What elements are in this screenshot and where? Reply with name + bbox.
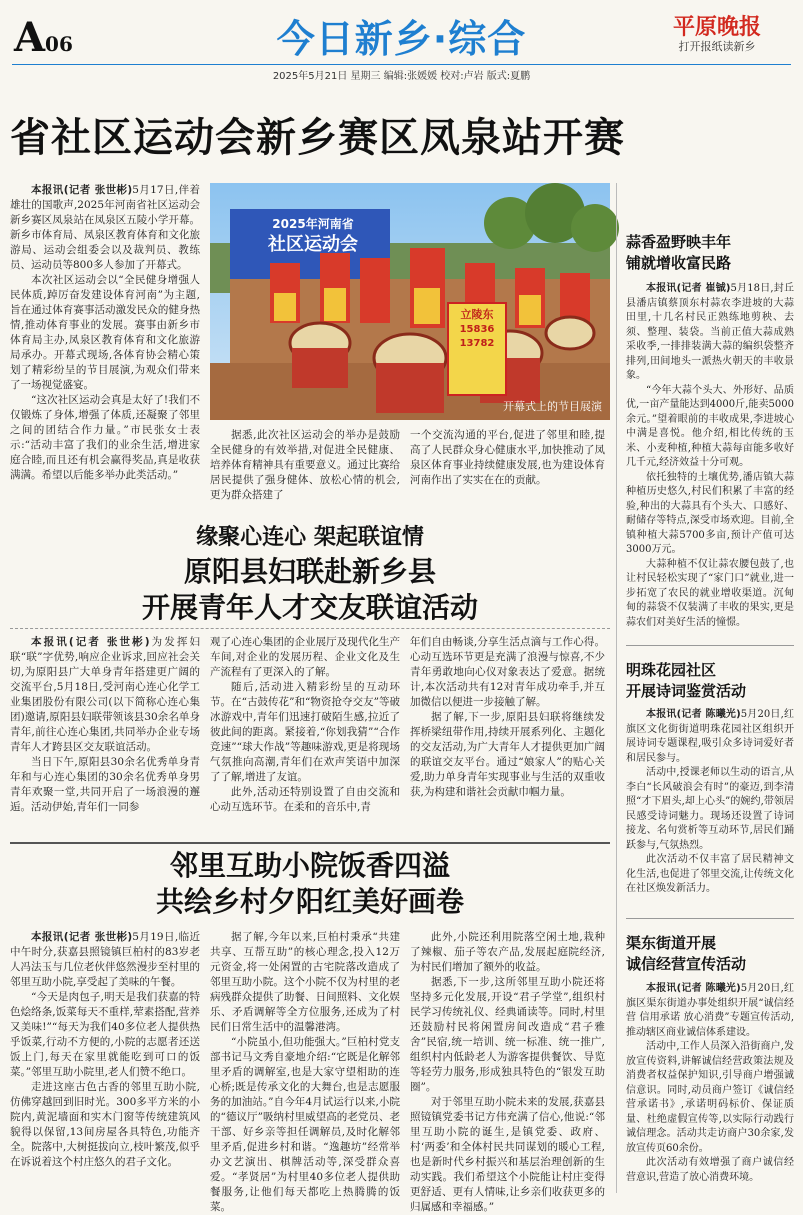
side3-title: 诚信经营宣传活动 [626,955,747,973]
story1-col1 [10,183,200,503]
story3-para: 据悉,下一步,这所邻里互助小院还将坚持多元化发展,开设“君子学堂”,组织村民学习传统礼仪、经典诵读等。同时,村里还鼓励村民将闲置房间改造成“君子雅舍”民宿,统一培训、统一标准、统一推广,组织村内低龄老人为游客提供餐饮、导览等轻劳力服务,形成独具特色的“银发互助圈”。 [410,976,605,1093]
side1-para: 5月18日,封丘县潘店镇蔡顶东村蒜农李进坡的大蒜田里,十几名村民正熟练地剪秧、去须、整理、装袋。当前正值大蒜成熟采收季,一排排装满大蒜的编织袋整齐排列,田间地头一派热火朝天的丰收景象。 [626,283,795,381]
story1-para: 一个交流沟通的平台,促进了邻里和睦,提高了人民群众身心健康水平,加快推动了凤泉区体育事业持续健康发展,也为建设体育河南作出了实实在在的贡献。 [410,429,605,486]
story3-col2 [210,930,400,1213]
side1-para: 大蒜种植不仅让蒜农腰包鼓了,也让村民轻松实现了“家门口”就业,进一步拓宽了农民的就业增收渠道。沉甸甸的蒜袋不仅装满了丰收的果实,更是蒜农们对美好生活的憧憬。 [626,558,794,628]
story3-para: 走进这座古色古香的邻里互助小院,仿佛穿越回到旧时光。300多平方米的小院内,黄泥墙面和实木门窗等传统建筑风貌得以保留,13间房屋各具特色,功能齐全。院落中,大树挺拔向立,枝叶繁茂,似乎在诉说着这个村庄悠久的君子文化。 [10,1081,200,1168]
side3-para: 5月20日,红旗区渠东街道办事处组织开展“诚信经营 信用承诺 放心消费”专题宣传活动,推动辖区商业诚信体系建设。 [626,983,795,1038]
story3-headline: 邻里互助小院饭香四溢 [169,849,450,882]
story2-byline: 本报讯(记者 张世彬) [31,636,150,648]
side1-para: “今年大蒜个头大、外形好、品质优,一亩产量能达到4000斤,能卖5000余元。”望着眼前的丰收成果,李进坡心中满是喜悦。他介绍,相比传统的玉米、小麦种植,种植大蒜每亩能多收好几千元,经济效益十分可观。 [626,384,794,468]
story3-para: 据了解,今年以来,巨柏村秉承“共建共享、互帮互助”的核心理念,投入12万元资金,将一处闲置的古宅院落改造成了邻里互助小院。这个小院不仅为村里的老病残群众提供了助餐、日间照料、文化娱乐、矛盾调解等全方位服务,还成为了村民们日常生活中的温馨港湾。 [210,931,400,1033]
side3-para: 此次活动有效增强了商户诚信经营意识,营造了放心消费环境。 [626,1157,794,1183]
main-headline: 省社区运动会新乡赛区凤泉站开赛 [10,115,625,161]
side1-headline [626,232,794,274]
photo-caption: 开幕式上的节目展演 [503,400,602,413]
story2-headline: 原阳县妇联赴新乡县 [183,555,436,588]
story2-para: 年们自由畅谈,分享生活点滴与工作心得。心动互选环节更是充满了浪漫与惊喜,不少青年勇敢地向心仪对象表达了爱意。据统计,本次活动共有12对青年成功牵手,并互加微信以便进一步接触了解。 [410,636,605,708]
banner-line: 社区运动会 [268,234,358,255]
side3-byline: 本报讯(记者 陈曦光) [646,983,741,994]
side2-title: 明珠花园社区 [626,661,717,679]
story1-para: 据悉,此次社区运动会的举办是鼓励全民健身的有效举措,对促进全民健康、培养体育精神具有重要意义。通过比赛给居民提供了强身健体、放松心情的机会,更为群众搭建了 [210,429,400,501]
side2-title: 开展诗词鉴赏活动 [626,682,747,700]
story3-headline: 共绘乡村夕阳红美好画卷 [155,885,464,918]
side2-headline [626,660,794,702]
story2-col2 [210,635,400,835]
story1-col3 [410,428,605,518]
story3-col3 [410,930,605,1213]
side2-para: 此次活动不仅丰富了居民精神文化生活,也促进了邻里交流,让传统文化在社区焕发新活力。 [626,854,794,894]
side2-byline: 本报讯(记者 陈曦光) [646,709,741,720]
side2-para: 5月20日,红旗区文化街街道明珠花园社区组织开展诗词专题课程,吸引众多诗词爱好者和居民参与。 [626,709,795,764]
story2-para: 此外,活动还特别设置了自由交流和心动互选环节。在柔和的音乐中,青 [210,786,400,813]
dateline: 2025年5月21日 星期三 编辑:张媛媛 校对:卢岩 版式:夏鹏 [272,71,531,82]
story2-para: 随后,活动进入精彩纷呈的互动环节。在“古鼓传花”和“物资抢夺交友”等破冰游戏中,青年们迅速打破陌生感,拉近了彼此间的距离。紧接着,“你划我猜”“合作竞速”“球大作战”等趣味游戏,更是将现场气氛推向高潮,青年们在欢声笑语中加深了了解,增进了友谊。 [210,681,400,783]
story3-para: “小院虽小,但功能强大。”巨柏村党支部书记马文秀自豪地介绍:“它既是化解邻里矛盾的调解室,也是大家守望相助的连心桥;既是传承文化的大舞台,也是志愿服务的加油站。”自今年4月试运行以来,小院的“德议厅”吸纳村里威望高的老党员、老干部、好乡亲等担任调解员,及时化解邻里矛盾,促进乡村和谐。“逸趣坊”经常举办文艺演出、棋牌活动等,深受群众喜爱。“孝贤居”为村里40多位老人提供助餐服务,让他们每天都吃上热腾腾的饭菜。 [210,1036,400,1213]
header-rule [12,64,791,65]
story1-byline: 本报讯(记者 张世彬) [31,184,133,196]
brand-name: 平原晚报 [672,14,761,40]
story3-rule [10,842,610,844]
story1-para: 5月17日,伴着雄壮的国歌声,2025年河南省社区运动会新乡赛区凤泉站在凤泉区五陵小学开幕。新乡市体育局、凤泉区教育体育和文化旅游局、运动会组委会以及裁判员、教练员、运动员等800多人参加了开幕式。 [10,184,200,271]
side3-para: 活动中,工作人员深入沿街商户,发放宣传资料,讲解诚信经营政策法规及消费者权益保护知识,引导商户增强诚信意识。同时,动员商户签订《诚信经营承诺书》,承诺明码标价、保证质量、杜绝虚假宣传等,以实际行动践行诚信理念。活动共走访商户30余家,发放宣传页60余份。 [626,1041,794,1154]
side-rule [626,918,794,919]
story2-col1 [10,635,200,835]
story2-rule [10,628,610,629]
story2-para: 为发挥妇联“联”字优势,响应企业诉求,回应社会关切,为原阳县广大单身青年搭建更广阔的交流平台,5月18日,受河南心连心化学工业集团股份有限公司(以下简称心连心集团)邀请,原阳县妇联带领该县30余名单身青年,前往心连心集团,共同举办企业专场青年人才跨县区交友联谊活动。 [10,636,200,753]
page-digits: 06 [45,32,73,56]
drum-sign-line: 13782 [459,338,495,349]
brand-logo [642,14,792,54]
story2-para: 据了解,下一步,原阳县妇联将继续发挥桥梁纽带作用,持续开展系列化、主题化的交友活动,为广大青年人才提供更加广阔的联谊交友平台。通过“娘家人”的贴心关爱,助力单身青年实现事业与生活的双重收获,为构建和谐社会贡献巾帼力量。 [410,711,605,798]
story3-para: “今天是肉包子,明天是我们获嘉的特色烩络条,饭菜每天不重样,荤素搭配,营养又美味!”“每天为我们40多位老人提供热乎饭菜,行动不方便的,小院的志愿者还送饭上门,每天在家里就能吃到可口的饭菜。”邻里互助小院里,老人们赞不绝口。 [10,991,200,1078]
story1-col2 [210,428,400,518]
story2-headline: 开展青年人才交友联谊活动 [141,591,478,624]
side3-headline [626,933,794,975]
drum-sign-line: 15836 [459,324,495,335]
side1-byline: 本报讯(记者 崔铖) [646,283,731,294]
story3-para: 5月19日,临近中午时分,获嘉县照镜镇巨柏村的83岁老人冯法玉与几位老伙伴悠然漫步至村里的邻里互助小院,享受起了美味的午餐。 [10,931,200,988]
side1-body [626,282,795,628]
drum-sign-line: 立陵东 [460,308,494,321]
story3-byline: 本报讯(记者 张世彬) [31,931,133,943]
photo-banner [238,215,388,257]
story2-para: 当日下午,原阳县30余名优秀单身青年和与心连心集团的30余名优秀单身男青年欢聚一堂,共同开启了一场浪漫的邂逅。活动伊始,青年们一同参 [10,756,200,813]
story2-headline-block [10,522,610,626]
section-title: 今日新乡·综合 [276,17,527,61]
masthead [0,0,803,86]
side2-para: 活动中,授课老师以生动的语言,从李白“长风破浪会有时”的豪迈,到李清照“才下眉头,却上心头”的婉约,带领居民感受诗词魅力。现场还设置了诗词接龙、名句赏析等互动环节,居民们踊跃参与,气氛热烈。 [626,767,794,851]
drum-sign [450,307,504,351]
side1-para: 依托独特的土壤优势,潘店镇大蒜种植历史悠久,村民们积累了丰富的经验,种出的大蒜具有个头大、口感好、耐储存等特点,深受市场欢迎。目前,全镇种植大蒜5700多亩,预计产值可达3000万元。 [626,471,794,555]
story2-kicker: 缘聚心连心 架起联谊情 [196,525,424,550]
side-rule [626,645,794,646]
story2-col3 [410,635,605,835]
side1-title: 铺就增收富民路 [626,254,732,272]
brand-slogan: 打开报纸读新乡 [678,40,756,53]
column-divider [616,183,617,1193]
story3-para: 此外,小院还利用院落空闲土地,栽种了辣椒、茄子等农产品,发展起庭院经济,为村民们增加了额外的收益。 [410,931,605,973]
story3-para: 对于邻里互助小院未来的发展,获嘉县照镜镇党委书记方伟充满了信心,他说:“邻里互助小院的诞生,是镇党委、政府、村‘两委’和全体村民共同谋划的暖心工程,也是新时代乡村振兴和基层治理创新的生动实践。我们希望这个小院能让村庄变得更舒适、更有人情味,让乡亲们收获更多的归属感和幸福感。” [410,1096,605,1213]
story1-para: 本次社区运动会以“全民健身增强人民体质,踔厉奋发建设体育河南”为主题,旨在通过体育赛事活动激发民众的健身热情,推动体育事业的发展。赛事由新乡市体育局主办,凤泉区教育体育和文化旅游局承办。开幕式现场,各体育协会精心策划了精彩纷呈的节目展演,为观众们带来了一场视觉盛宴。 [10,274,200,391]
page-letter: A [14,14,46,61]
side3-title: 渠东街道开展 [626,934,717,952]
side2-body [626,708,794,906]
story3-col1 [10,930,200,1192]
side1-title: 蒜香盈野映丰年 [626,233,732,251]
story1-para: “这次社区运动会真是太好了!我们不仅锻炼了身体,增强了体质,还凝聚了邻里之间的团结合作力量。”市民张女士表示:“活动丰富了我们的业余生活,增进家庭合睦,而且还有机会赢得奖品,真是收获满满。希望以后能多举办此类活动。” [10,394,200,481]
event-photo [210,183,610,420]
story2-para: 观了心连心集团的企业展厅及现代化生产车间,对企业的发展历程、企业文化及生产流程有了更深入的了解。 [210,636,400,678]
banner-line: 2025年河南省 [272,217,354,231]
side3-body [626,982,794,1192]
story3-headline-block [10,848,610,920]
